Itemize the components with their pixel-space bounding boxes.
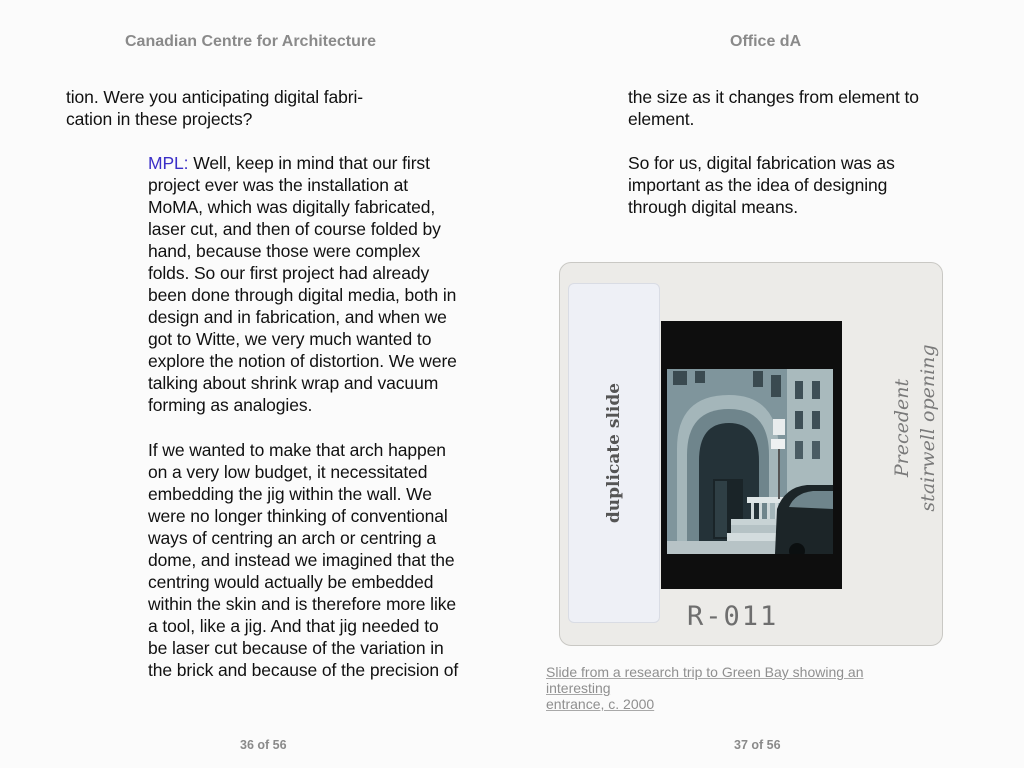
right-paragraph-1 [628,86,919,130]
text-line: centring would actually be embedded [148,572,434,592]
text-line [148,152,457,174]
text-line: through digital means. [628,197,798,217]
text-line: MoMA, which was digitally fabricated, [148,197,436,217]
caption-line[interactable]: entrance, c. 2000 [546,696,655,712]
text-line: a tool, like a jig. And that jig needed to [148,616,439,636]
duplicate-slide-stamp: duplicate slide [604,382,624,524]
text-line: So for us, digital fabrication was as [628,153,895,173]
handwritten-note [889,344,941,511]
slide-label-stub [568,283,660,623]
right-running-header: Office dA [730,33,802,50]
handwritten-note-line: Precedent [891,378,913,478]
figure-caption[interactable] [546,664,926,712]
text-line: the size as it changes from element to [628,87,919,107]
text-line: design and in fabrication, and when we [148,307,447,327]
right-page-number: 37 of 56 [734,738,781,752]
handwritten-slide-code: R-011 [687,601,779,632]
slide-film-frame [661,321,842,589]
text-line: If we wanted to make that arch happen [148,440,446,460]
caption-line[interactable]: Slide from a research trip to Green Bay showing an interesting [546,664,864,696]
text-line: within the skin and is therefore more like [148,594,457,614]
text-line: folds. So our first project had already [148,263,430,283]
text-line: forming as analogies. [148,395,313,415]
text-line: ways of centring an arch or centring a [148,528,437,548]
left-page-number: 36 of 56 [240,738,287,752]
handwritten-note-line: stairwell opening [917,344,939,512]
text-line: tion. Were you anticipating digital fabri- [66,87,364,107]
text-line: on a very low budget, it necessitated [148,462,428,482]
text-line: dome, and instead we imagined that the [148,550,455,570]
text-line: explore the notion of distortion. We were [148,351,457,371]
building-entrance-photo [667,369,833,554]
text-line: embedding the jig within the wall. We [148,484,432,504]
text-line: got to Witte, we very much wanted to [148,329,432,349]
text-line: be laser cut because of the variation in [148,638,444,658]
text-line: important as the idea of designing [628,175,888,195]
text-line: the brick and because of the precision of [148,660,459,680]
interview-answer-continued [148,439,458,681]
interview-answer [148,152,457,416]
text-line: cation in these projects? [66,109,253,129]
text-line-content: Well, keep in mind that our first [193,153,430,173]
text-line: hand, because those were complex [148,241,421,261]
interview-question [66,86,363,130]
text-line: been done through digital media, both in [148,285,457,305]
text-line: talking about shrink wrap and vacuum [148,373,439,393]
right-paragraph-2 [628,152,895,218]
text-line: project ever was the installation at [148,175,409,195]
slide-figure[interactable] [559,262,943,646]
left-running-header: Canadian Centre for Architecture [125,33,377,50]
text-line: laser cut, and then of course folded by [148,219,441,239]
text-line: element. [628,109,695,129]
text-line: were no longer thinking of conventional [148,506,448,526]
speaker-label: MPL: [148,153,189,173]
